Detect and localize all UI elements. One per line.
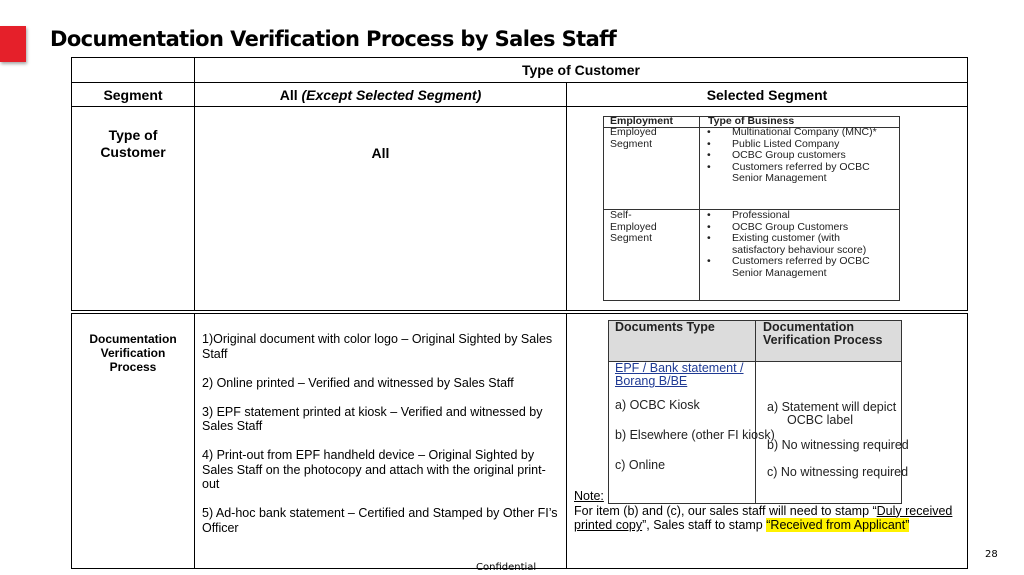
note-label: Note: [574, 489, 604, 503]
process-a: a) Statement will depict OCBC label [767, 400, 897, 428]
segment-header: Segment [103, 87, 163, 103]
selected-segment-header: Selected Segment [706, 87, 828, 103]
table-rule [566, 313, 567, 569]
employed-segment-label: Employed Segment [610, 126, 657, 150]
slide-title: Documentation Verification Process by Sales Staff [50, 27, 617, 51]
table-rule [194, 313, 195, 569]
list-item: 3) EPF statement printed at kiosk – Verified and witnessed by Sales Staff [202, 404, 543, 433]
doc-type-text: EPF / Bank statement / Borang B/BE [615, 361, 744, 389]
image-rule [755, 321, 756, 503]
document-verification-image [608, 320, 909, 504]
self-employed-segment-label: Self-Employed Segment [610, 209, 657, 245]
table-rule [71, 106, 968, 107]
type-of-customer-header: Type of Customer [522, 62, 640, 78]
all-except-header: All (Except Selected Segment) [279, 87, 482, 103]
documentation-item-list [202, 332, 560, 535]
note-block [574, 489, 962, 533]
employment-col-header: Employment [610, 115, 674, 127]
table-rule [71, 82, 968, 83]
selected-segment-image [603, 116, 900, 301]
list-item: • Customers referred by OCBC Senior Management [707, 160, 870, 185]
doc-option-b: b) Elsewhere (other FI kiosk) [615, 428, 775, 442]
list-item: • Multinational Company (MNC)* [707, 126, 877, 138]
list-item: 5) Ad-hoc bank statement – Certified and Stamped by Other FI’s Officer [202, 506, 558, 535]
doc-option-a: a) OCBC Kiosk [615, 398, 700, 412]
list-item: • Public Listed Company [707, 137, 840, 150]
process-c: c) No witnessing required [767, 465, 909, 479]
documents-type-header: Documents Type [615, 320, 715, 334]
list-item: • Customers referred by OCBC Senior Management [707, 255, 870, 279]
process-b: b) No witnessing required [767, 438, 909, 452]
page-number: 28 [985, 549, 998, 560]
list-item: • OCBC Group Customers [707, 220, 849, 233]
list-item: • Professional [707, 209, 790, 221]
business-col-header: Type of Business [708, 115, 795, 127]
all-segment-value: All [371, 145, 390, 161]
table-rule [566, 82, 567, 311]
documentation-row-label: Documentation Verification Process [89, 332, 177, 374]
brand-accent-bar [0, 26, 26, 62]
note-text: For item (b) and (c), our sales staff will need to stamp “Duly received printed copy”, Sales staff to stamp “Received from Applicant” [574, 503, 953, 532]
list-item: • OCBC Group customers [707, 149, 846, 162]
list-item: 4) Print-out from EPF handheld device – Original Sighted by Sales Staff on the photocopy and attach with the original print-out [202, 448, 546, 491]
doc-option-c: c) Online [615, 458, 666, 472]
confidential-footer: Confidential [476, 562, 537, 573]
list-item: 1)Original document with color logo – Original Sighted by Sales Staff [202, 332, 553, 361]
type-of-customer-row-label: Type of Customer [100, 127, 166, 160]
verification-process-header: Documentation Verification Process [763, 320, 883, 348]
list-item: 2) Online printed – Verified and witnessed by Sales Staff [202, 375, 514, 390]
list-item: • Existing customer (with satisfactory behaviour score) [707, 232, 867, 256]
